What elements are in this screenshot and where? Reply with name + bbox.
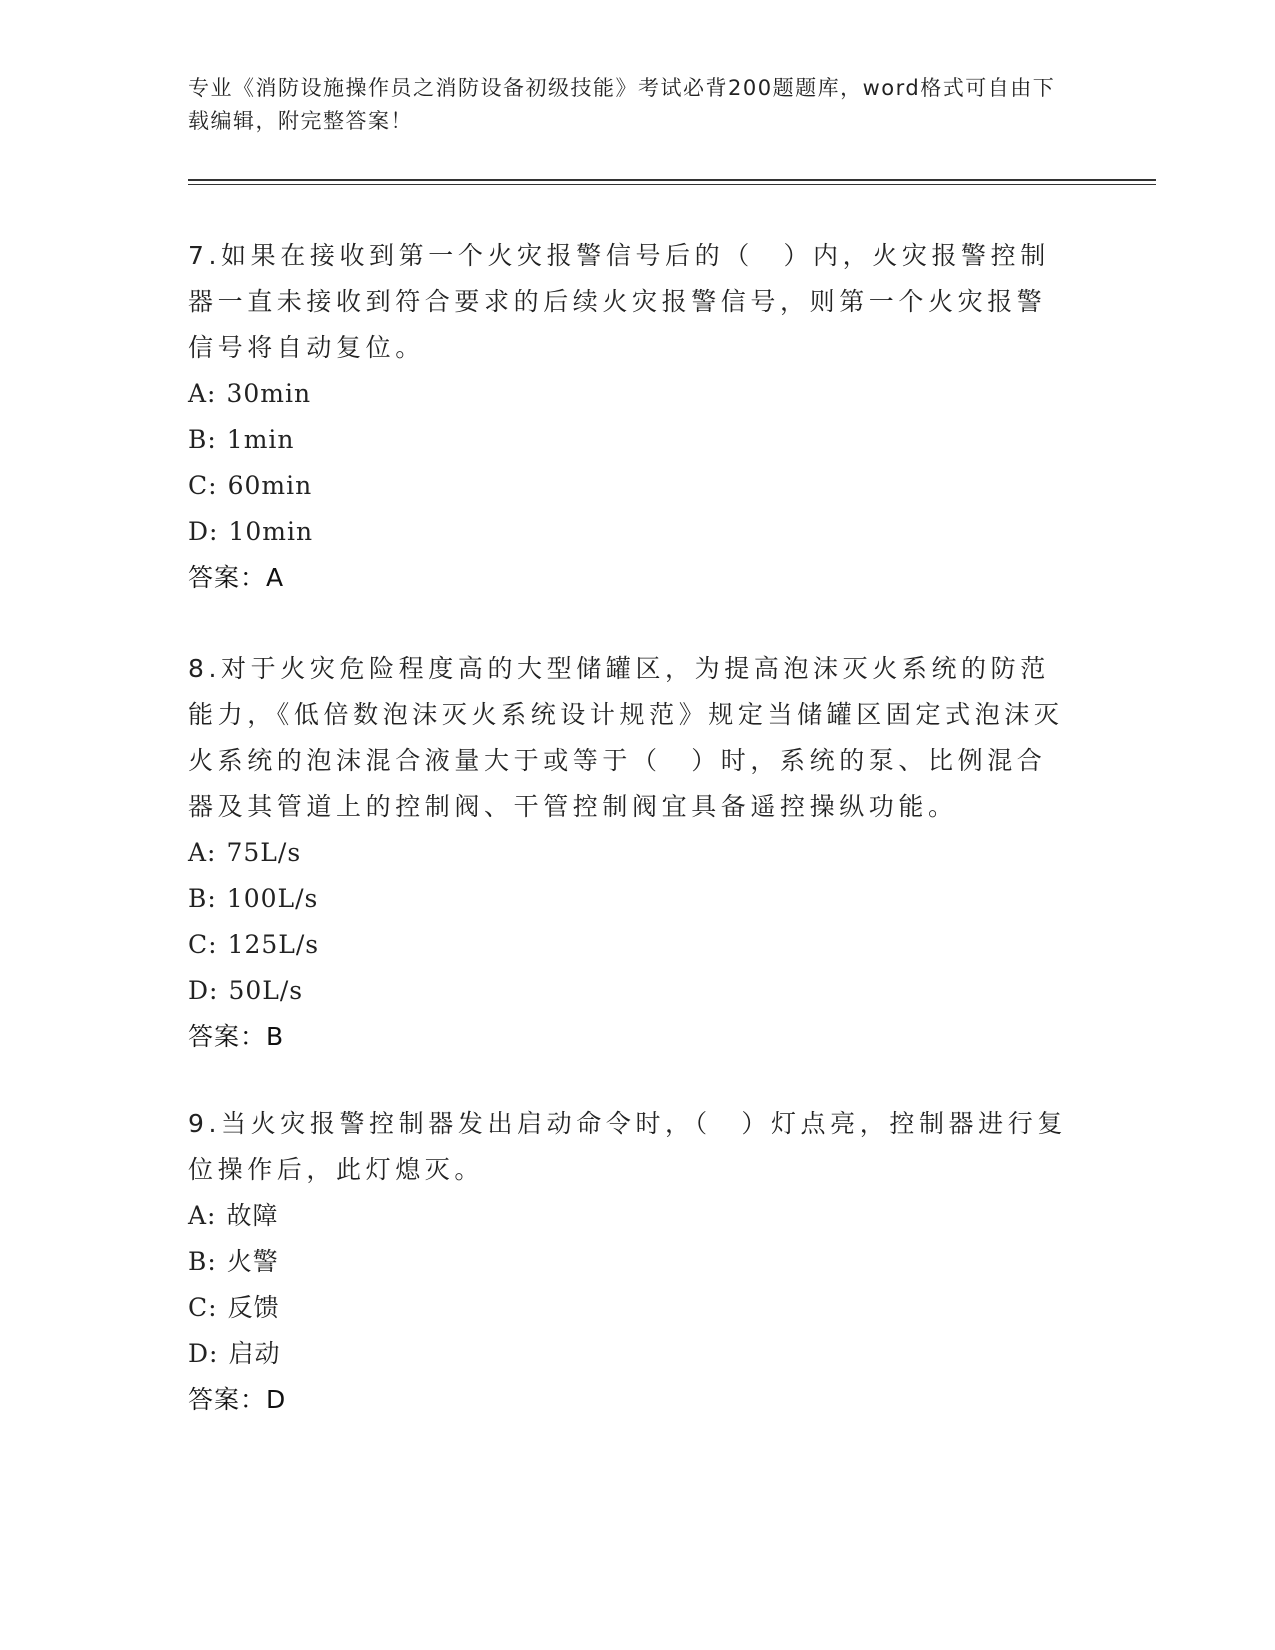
option-value: 故障 — [226, 1201, 279, 1230]
option-key: C: — [188, 471, 218, 500]
option-key: A: — [188, 838, 217, 867]
option-key: A: — [188, 1201, 217, 1230]
option-value: 50L/s — [228, 976, 304, 1005]
option-key: D: — [188, 517, 219, 546]
option-value: 启动 — [228, 1339, 281, 1368]
option-key: D: — [188, 1339, 219, 1368]
answer-line: 答案：D — [188, 1385, 287, 1414]
option-b — [188, 876, 1068, 922]
option-value: 1min — [226, 425, 295, 454]
option-d — [188, 1331, 1068, 1377]
option-value: 75L/s — [226, 838, 302, 867]
option-key: B: — [188, 1247, 217, 1276]
option-value: 10min — [228, 517, 314, 546]
question-text: 9.当火灾报警控制器发出启动命令时，（ ）灯点亮，控制器进行复位操作后，此灯熄灭。 — [188, 1109, 1067, 1184]
question-text: 7.如果在接收到第一个火灾报警信号后的（ ）内，火灾报警控制器一直未接收到符合要求的后续火灾报警信号，则第一个火灾报警信号将自动复位。 — [188, 241, 1050, 362]
question-text: 8.对于火灾危险程度高的大型储罐区，为提高泡沫灭火系统的防范能力，《低倍数泡沫灭火系统设计规范》规定当储罐区固定式泡沫灭火系统的泡沫混合液量大于或等于（ ）时，系统的泵、比例混合器及其管道上的控制阀、干管控制阀宜具备遥控操纵功能。 — [188, 654, 1064, 821]
option-value: 125L/s — [227, 930, 320, 959]
option-value: 100L/s — [226, 884, 319, 913]
option-b — [188, 1239, 1068, 1285]
header-divider-bottom — [188, 184, 1156, 185]
option-a — [188, 1193, 1068, 1239]
option-d — [188, 968, 1068, 1014]
option-key: B: — [188, 425, 217, 454]
option-c — [188, 463, 1068, 509]
option-value: 火警 — [226, 1247, 279, 1276]
option-d — [188, 509, 1068, 555]
header-divider-top — [188, 179, 1156, 181]
option-key: B: — [188, 884, 217, 913]
option-a — [188, 830, 1068, 876]
option-value: 30min — [226, 379, 312, 408]
question-9 — [188, 1101, 1068, 1423]
document-intro: 专业《消防设施操作员之消防设备初级技能》考试必背200题题库，word格式可自由下载编辑，附完整答案！ — [188, 76, 1056, 133]
question-7 — [188, 233, 1068, 601]
option-b — [188, 417, 1068, 463]
option-key: C: — [188, 930, 218, 959]
option-key: C: — [188, 1293, 218, 1322]
option-value: 反馈 — [227, 1293, 280, 1322]
option-key: A: — [188, 379, 217, 408]
question-8 — [188, 646, 1068, 1060]
answer-line: 答案：A — [188, 563, 285, 592]
option-a — [188, 371, 1068, 417]
option-c — [188, 922, 1068, 968]
answer-line: 答案：B — [188, 1022, 285, 1051]
option-c — [188, 1285, 1068, 1331]
option-key: D: — [188, 976, 219, 1005]
option-value: 60min — [227, 471, 313, 500]
